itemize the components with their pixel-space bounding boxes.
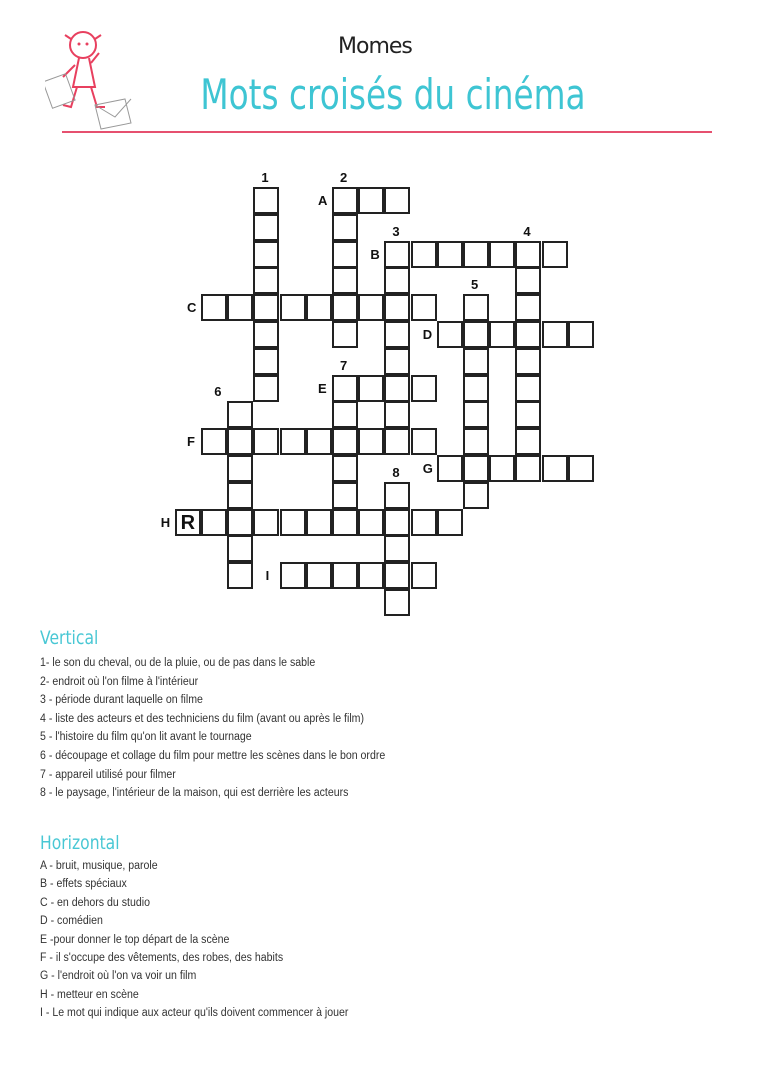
grid-cell[interactable] xyxy=(384,589,410,616)
grid-cell[interactable] xyxy=(384,267,410,294)
momes-logo: Momes xyxy=(338,34,412,59)
grid-cell[interactable] xyxy=(515,375,541,402)
across-label-i: I xyxy=(265,568,270,584)
grid-cell[interactable] xyxy=(227,482,253,509)
grid-cell[interactable] xyxy=(358,375,384,402)
across-label-e: E xyxy=(318,380,327,396)
horizontal-heading: Horizontal xyxy=(40,832,120,854)
grid-cell[interactable] xyxy=(463,294,489,321)
down-label-4: 4 xyxy=(523,223,531,239)
across-label-d: D xyxy=(422,327,433,342)
horizontal-clue: I - Le mot qui indique aux acteur qu'ils doivent commencer à jouer xyxy=(40,1007,349,1020)
grid-cell[interactable] xyxy=(253,214,279,241)
down-label-7: 7 xyxy=(340,357,348,373)
vertical-clue: 7 - appareil utilisé pour filmer xyxy=(40,768,176,781)
across-label-g: G xyxy=(422,461,433,476)
down-label-6: 6 xyxy=(214,384,222,400)
grid-cell-prefilled[interactable]: R xyxy=(175,509,201,536)
grid-cell[interactable] xyxy=(515,321,541,348)
grid-cell[interactable] xyxy=(437,321,463,348)
grid-cell[interactable] xyxy=(515,267,541,294)
horizontal-clue: D - comédien xyxy=(40,915,103,928)
grid-cell[interactable] xyxy=(201,428,227,455)
grid-cell[interactable] xyxy=(384,562,410,589)
grid-cell[interactable] xyxy=(463,348,489,375)
grid-cell[interactable] xyxy=(227,562,253,589)
grid-cell[interactable] xyxy=(384,482,410,509)
grid-cell[interactable] xyxy=(515,294,541,321)
grid-cell[interactable] xyxy=(411,375,437,402)
grid-cell[interactable] xyxy=(542,241,568,268)
down-label-5: 5 xyxy=(471,277,479,293)
grid-cell[interactable] xyxy=(463,482,489,509)
grid-cell[interactable] xyxy=(437,241,463,268)
grid-cell[interactable] xyxy=(253,294,279,321)
grid-cell[interactable] xyxy=(411,241,437,268)
grid-cell[interactable] xyxy=(253,509,279,536)
down-label-3: 3 xyxy=(392,223,400,239)
grid-cell[interactable] xyxy=(253,428,279,455)
grid-cell[interactable] xyxy=(332,187,358,214)
grid-cell[interactable] xyxy=(411,294,437,321)
grid-cell[interactable] xyxy=(332,509,358,536)
grid-cell[interactable] xyxy=(568,455,594,482)
grid-cell[interactable] xyxy=(253,321,279,348)
down-label-8: 8 xyxy=(392,464,400,480)
grid-cell[interactable] xyxy=(489,321,515,348)
vertical-clue: 2- endroit où l'on filme à l'intérieur xyxy=(40,675,199,688)
grid-cell[interactable] xyxy=(227,294,253,321)
grid-cell[interactable] xyxy=(568,321,594,348)
grid-cell[interactable] xyxy=(280,509,306,536)
grid-cell[interactable] xyxy=(332,267,358,294)
grid-cell[interactable] xyxy=(280,428,306,455)
grid-cell[interactable] xyxy=(253,267,279,294)
down-label-2: 2 xyxy=(340,170,348,185)
grid-cell[interactable] xyxy=(358,428,384,455)
grid-cell[interactable] xyxy=(515,455,541,482)
grid-cell[interactable] xyxy=(384,241,410,268)
horizontal-clue: C - en dehors du studio xyxy=(40,896,150,909)
grid-cell[interactable] xyxy=(227,535,253,562)
grid-cell[interactable] xyxy=(306,428,332,455)
grid-cell[interactable] xyxy=(253,348,279,375)
grid-cell[interactable] xyxy=(489,455,515,482)
grid-cell[interactable] xyxy=(332,214,358,241)
grid-cell[interactable] xyxy=(332,375,358,402)
vertical-clue: 4 - liste des acteurs et des techniciens du film (avant ou après le film) xyxy=(40,712,365,725)
grid-cell[interactable] xyxy=(463,401,489,428)
grid-cell[interactable] xyxy=(463,321,489,348)
grid-cell[interactable] xyxy=(253,375,279,402)
grid-cell[interactable] xyxy=(463,428,489,455)
across-label-b: B xyxy=(370,246,380,262)
page-title: Mots croisés du cinéma xyxy=(200,70,586,119)
grid-cell[interactable] xyxy=(463,455,489,482)
grid-cell[interactable] xyxy=(227,509,253,536)
grid-cell[interactable] xyxy=(227,428,253,455)
grid-cell[interactable] xyxy=(306,509,332,536)
grid-cell[interactable] xyxy=(384,509,410,536)
grid-cell[interactable] xyxy=(384,401,410,428)
grid-cell[interactable] xyxy=(515,241,541,268)
grid-cell[interactable] xyxy=(358,187,384,214)
grid-cell[interactable] xyxy=(280,562,306,589)
grid-cell[interactable] xyxy=(515,428,541,455)
vertical-heading: Vertical xyxy=(40,627,99,649)
grid-cell[interactable] xyxy=(515,401,541,428)
grid-cell[interactable] xyxy=(384,535,410,562)
across-label-h: H xyxy=(160,514,171,530)
grid-cell[interactable] xyxy=(332,401,358,428)
across-label-c: C xyxy=(187,300,197,316)
grid-cell[interactable] xyxy=(358,294,384,321)
grid-cell[interactable] xyxy=(201,294,227,321)
vertical-clue: 1- le son du cheval, ou de la pluie, ou de pas dans le sable xyxy=(40,657,316,669)
grid-cell[interactable] xyxy=(384,428,410,455)
vertical-clue: 5 - l'histoire du film qu'on lit avant le tournage xyxy=(40,731,252,744)
grid-cell[interactable] xyxy=(384,187,410,214)
grid-cell[interactable] xyxy=(253,187,279,214)
grid-cell[interactable] xyxy=(542,321,568,348)
grid-cell[interactable] xyxy=(280,294,306,321)
grid-cell[interactable] xyxy=(201,509,227,536)
grid-cell[interactable] xyxy=(437,455,463,482)
grid-cell[interactable] xyxy=(515,348,541,375)
grid-cell[interactable] xyxy=(411,428,437,455)
grid-cell[interactable] xyxy=(542,455,568,482)
grid-cell[interactable] xyxy=(227,455,253,482)
title-divider xyxy=(62,131,712,133)
grid-cell[interactable] xyxy=(332,455,358,482)
grid-cell[interactable] xyxy=(253,241,279,268)
horizontal-clue: A - bruit, musique, parole xyxy=(40,860,158,872)
grid-cell[interactable] xyxy=(332,321,358,348)
grid-cell[interactable] xyxy=(463,241,489,268)
down-label-1: 1 xyxy=(261,170,269,185)
grid-cell[interactable] xyxy=(463,375,489,402)
horizontal-clue: H - metteur en scène xyxy=(40,988,139,1001)
horizontal-clue: E -pour donner le top départ de la scène xyxy=(40,933,230,946)
horizontal-clue: F - il s'occupe des vêtements, des robes, des habits xyxy=(40,952,284,964)
vertical-clue: 3 - période durant laquelle on filme xyxy=(40,694,203,707)
grid-cell[interactable] xyxy=(332,428,358,455)
grid-cell[interactable] xyxy=(332,241,358,268)
grid-cell[interactable] xyxy=(489,241,515,268)
grid-cell[interactable] xyxy=(227,401,253,428)
horizontal-clue: B - effets spéciaux xyxy=(40,878,127,891)
across-label-f: F xyxy=(187,434,195,450)
grid-cell[interactable] xyxy=(358,562,384,589)
vertical-clue: 8 - le paysage, l'intérieur de la maison, qui est derrière les acteurs xyxy=(40,787,349,800)
grid-cell[interactable] xyxy=(411,509,437,536)
grid-cell[interactable] xyxy=(384,348,410,375)
grid-cell[interactable] xyxy=(306,562,332,589)
grid-cell[interactable] xyxy=(358,509,384,536)
horizontal-clue: G - l'endroit où l'on va voir un film xyxy=(40,970,197,983)
grid-cell[interactable] xyxy=(384,375,410,402)
grid-cell[interactable] xyxy=(332,482,358,509)
grid-cell[interactable] xyxy=(332,294,358,321)
grid-cell[interactable] xyxy=(306,294,332,321)
grid-cell[interactable] xyxy=(437,509,463,536)
grid-cell[interactable] xyxy=(384,294,410,321)
grid-cell[interactable] xyxy=(384,321,410,348)
across-label-a: A xyxy=(318,193,328,208)
vertical-clue: 6 - découpage et collage du film pour mettre les scènes dans le bon ordre xyxy=(40,750,386,762)
grid-cell[interactable] xyxy=(411,562,437,589)
grid-cell[interactable] xyxy=(332,562,358,589)
